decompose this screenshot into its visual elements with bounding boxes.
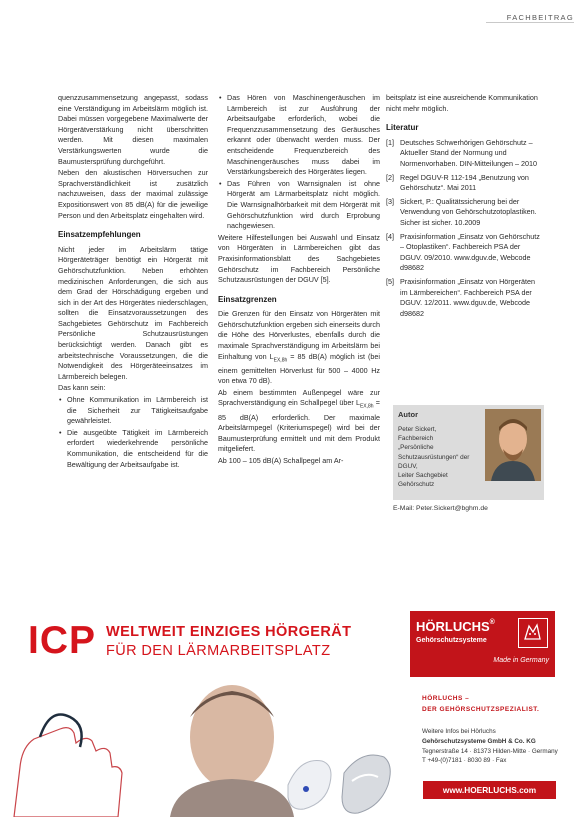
section-tag: FACHBEITRAG <box>506 13 574 22</box>
col2-body: Weitere Hilfestellungen bei Auswahl und Einsatz von Hörgeräten in Lärmbereichen gibt das Praxisinformationsblatt des Sachgebietes Gehörschutz im Fachbereich Persönliche Schutzausrüstungen der DGUV [5]. <box>218 232 380 285</box>
col1-intro: quenzzusammensetzung angepasst, sodass eine Verständigung im Arbeitslärm möglich ist. Dabei müssen vorgegebene Maximalwerte der Hörgerätverstärkung nicht überschritten werden. Mit diesen maximalen Verstärkungswerten wurde die Baumustersprüfung durchgeführt. <box>58 93 208 166</box>
ad-info-line: Tegnerstraße 14 · 81373 Hilden-Mitte · Germany <box>422 747 558 755</box>
ref-number: [5] <box>386 276 394 286</box>
author-photo <box>485 409 541 481</box>
heading-literatur: Literatur <box>386 123 419 133</box>
author-details <box>398 425 480 489</box>
list-item <box>386 173 542 194</box>
face-photo-icon <box>190 685 274 789</box>
ad-icp-label: ICP <box>28 619 97 662</box>
author-line: Peter Sickert, <box>398 426 437 433</box>
article-column-1 <box>58 93 208 471</box>
author-line: Fachbereich <box>398 435 434 443</box>
col2-limits-1 <box>218 309 380 387</box>
ad-website-link[interactable]: www.HOERLUCHS.com <box>423 781 556 799</box>
ad-tagline-2: DER GEHÖRSCHUTZSPEZIALIST. <box>422 706 540 713</box>
col1-lead: Das kann sein: <box>58 383 106 393</box>
logo-registered: ® <box>489 619 495 626</box>
hoerluchs-logo[interactable] <box>410 611 555 677</box>
hearing-device-icon <box>288 755 390 813</box>
ref-number: [2] <box>386 172 394 182</box>
ref-number: [1] <box>386 137 394 147</box>
ad-info-line: T +49-(0)7181 · 8030 89 · Fax <box>422 757 507 765</box>
ref-text: Regel DGUV-R 112-194 „Benutzung von Gehörschutz“. Mai 2011 <box>400 172 529 193</box>
ad-headline-1: WELTWEIT EINZIGES HÖRGERÄT <box>106 624 352 640</box>
logo-name <box>416 619 495 634</box>
limits1-text: Die Grenzen für den Einsatz von Hörgeräten mit Gehörschutzfunktion ergeben sich einerseits durch die Höhe des Hörverlustes, ebenfalls durch die maximale Sprachverständigung im Arbeitslärm bei Einhaltung von L <box>218 309 380 361</box>
author-email: E-Mail: Peter.Sickert@bghm.de <box>393 505 488 512</box>
hand-sketch-icon <box>14 728 122 817</box>
col1-intro2: Neben den akustischen Hörversuchen zur Sprachverständlichkeit ist zusätzlich nachzuweisen, dass der maximal zulässige Expositionswert von 85 dB(A) für die jeweilige Person und den Arbeitsplatz eingehalten wird. <box>58 168 208 220</box>
author-line: „Persönliche Schutzausrüstungen“ der <box>398 444 470 461</box>
ref-number: [4] <box>386 231 394 241</box>
col2-limits-3: Ab 100 – 105 dB(A) Schallpegel am Ar- <box>218 455 344 465</box>
col2-limits-2 <box>218 388 380 455</box>
list-item: • Ohne Kommunikation im Lärmbereich ist die Sicherheit zur Tätigkeitsaufgabe gewährleistet. <box>58 395 208 427</box>
advertisement <box>0 582 588 817</box>
ad-tagline-1: HÖRLUCHS – <box>422 695 470 702</box>
author-portrait-icon <box>485 409 541 481</box>
col1-bullet-list <box>58 395 208 470</box>
col3-intro: beitsplatz ist eine ausreichende Kommunikation nicht mehr möglich. <box>386 93 538 113</box>
ad-headline-2: FÜR DEN LÄRMARBEITSPLATZ <box>106 643 331 659</box>
author-title: Autor <box>398 410 418 419</box>
author-line: Leiter Sachgebiet Gehörschutz <box>398 472 448 489</box>
reference-list <box>386 138 542 320</box>
logo-sub: Gehörschutzsysteme <box>416 637 487 644</box>
ad-product-visual <box>0 677 400 817</box>
limits1-sub: EX,8h <box>273 357 288 364</box>
list-item: • Das Hören von Maschinengeräuschen im Lärmbereich ist zur Ausführung der Arbeitsaufgabe erforderlich, wobei die Frequenzzusammensetzung des Geräusches erkannt oder überwacht werden muss. Der entscheidende Frequenzbereich des Maschinengeräusches muss dabei im Verstärkungsbereich des Hörgerätes liegen. <box>218 93 380 178</box>
author-box <box>393 405 544 500</box>
ad-info-line: Gehörschutzsysteme GmbH & Co. KG <box>422 737 536 745</box>
ref-text: Praxisinformation „Einsatz von Gehörschutz – Otoplastiken“. Fachbereich PSA der DGUV. 09/2010. www.dguv.de, Webcode d98682 <box>400 231 540 273</box>
ref-text: Sickert, P.: Qualitätssicherung bei der Verwendung von Gehörschutzotoplastiken. Sicher ist sicher. 10.2009 <box>400 196 537 227</box>
limits1-text-b: = 85 dB(A) möglich ist (bei einem gemittelten Hörverlust für 500 – 4000 Hz von etwa 70 dB). <box>218 351 380 386</box>
ad-contact-info <box>422 727 562 766</box>
list-item <box>386 232 542 274</box>
heading-einsatzempfehlungen: Einsatzempfehlungen <box>58 230 141 240</box>
logo-name-text: HÖRLUCHS <box>416 619 490 634</box>
list-item <box>386 197 542 229</box>
ref-text: Deutsches Schwerhörigen Gehörschutz – Aktueller Stand der Normung und Normenvorhaben. DIN-Mitteilungen – 2010 <box>400 137 538 168</box>
list-item: • Die ausgeübte Tätigkeit im Lärmbereich erfordert wiederkehrende persönliche Kommunikation, die entscheidend für die Bewältigung der Arbeitsaufgabe ist. <box>58 428 208 470</box>
article-column-3 <box>386 93 542 322</box>
limits2-sub: EX,8h <box>359 403 374 410</box>
ad-info-line: Weitere Infos bei Hörluchs <box>422 728 496 735</box>
list-item <box>386 138 542 170</box>
list-item <box>386 277 542 319</box>
lynx-emblem-icon <box>518 618 548 648</box>
list-item: • Das Führen von Warnsignalen ist ohne Hörgerät am Lärmarbeitsplatz nicht möglich. Die Warnsignalhörbarkeit mit dem Hörgerät mit Gehörschutzfunktion wird durch Erprobung nachgewiesen. <box>218 179 380 232</box>
limits2-text-b: = 85 dB(A) erforderlich. Der maximale Arbeitslärmpegel (Kriteriumspegel) wird bei der Baumusterprüfung ermittelt und mit dem Produkt mitgeliefert. <box>218 398 380 454</box>
logo-made-in: Made in Germany <box>493 657 549 664</box>
heading-einsatzgrenzen: Einsatzgrenzen <box>218 294 277 304</box>
author-line: DGUV, <box>398 462 418 470</box>
header-rule <box>486 22 574 23</box>
ref-number: [3] <box>386 196 394 206</box>
article-column-2 <box>218 93 380 467</box>
limits2-text: Ab einem bestimmten Außenpegel wäre zur Sprachverständigung ein Schallpegel über L <box>218 387 380 408</box>
col2-bullet-list <box>218 93 380 232</box>
col1-body: Nicht jeder im Arbeitslärm tätige Hörgeräteträger benötigt ein Hörgerät mit Gehörschutzfunktion. Neben erhöhten medizinischen Anforderungen, die sich aus dem Grad der Hörschädigung ergeben und sich in der Art des Hörgerätes niederschlagen, sollten die Einsatzvoraussetzungen des Sachgebietes Gehörschutz im Fachbereich Persönliche Schutzausrüstungen berücksichtigt werden. Danach gibt es arbeitstechnische Voraussetzungen, die die Notwendigkeit des Hörgeräteeinsatzes im Lärmbereich belegen. <box>58 244 208 381</box>
ref-text: Praxisinformation „Einsatz von Hörgeräten im Lärmbereichen“. Fachbereich PSA der DGUV. 12/2011. www.dguv.de, Webcode d98682 <box>400 276 536 318</box>
